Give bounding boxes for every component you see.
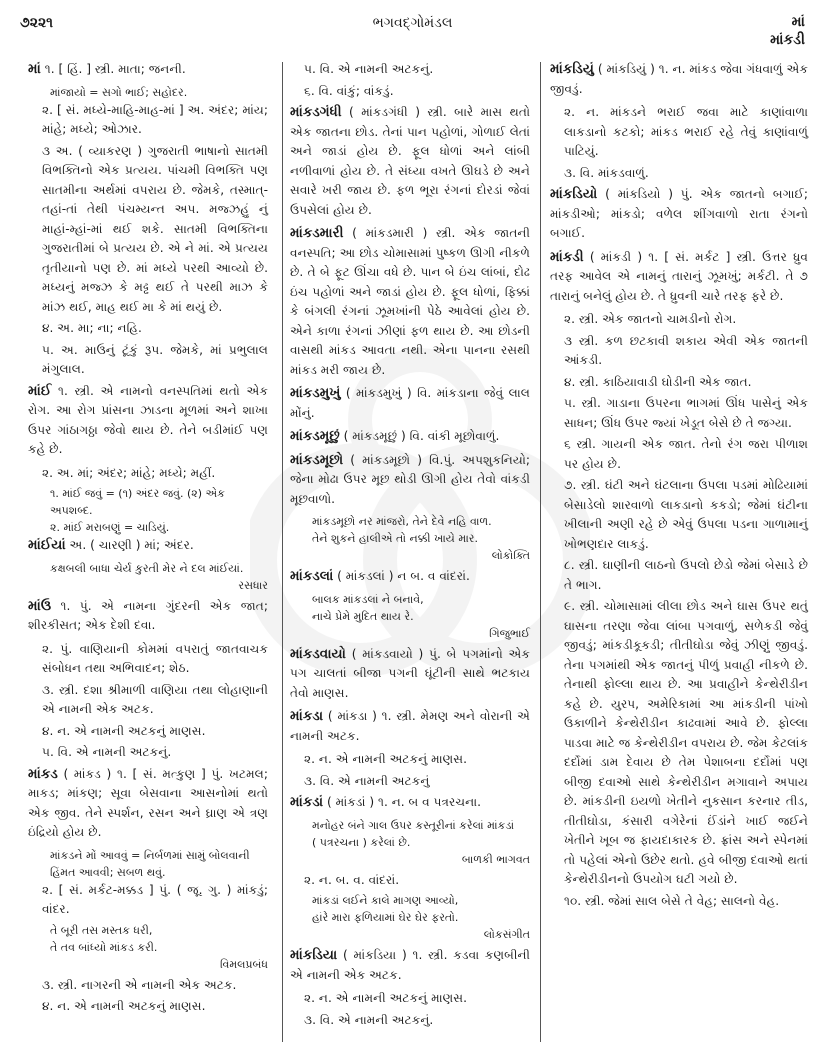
headword: માંકડ bbox=[28, 765, 58, 782]
entry-sense bbox=[42, 743, 268, 763]
definition-text: અ. ( ચારણી ) માં; અંદર. bbox=[69, 538, 194, 552]
headword: માંકડાં bbox=[290, 794, 324, 810]
dictionary-entry bbox=[550, 185, 808, 244]
entry-sense bbox=[42, 997, 268, 1017]
headword: માંઈ bbox=[28, 382, 52, 399]
book-title: ભગવદ્ગોમંડલ bbox=[372, 15, 453, 31]
usage-example: કક્ષબલી બાધા ચેર્ય કુરતી મેર ને દલ માંઈયાં. bbox=[50, 561, 244, 575]
definition-text: ૯. સ્ત્રી. ચોમાસામાં લીલા છોડ અને ઘાસ ઉપર થતું ઘાસના તરણા જેવા લાંબા પગવાળું, સળેકડી જેવું જીવડું; માંકડીકૂકડી; તીતીઘોડા જેવું ઝીણું જીવડું. તેના પગમાંથી એક જાતનું પીળું પ્રવાહી નીકળે છે. તેનાથી ફોલ્લા થાય છે. આ પ્રવાહીને કેન્થેરીડીન કહે છે. યુરપ, અમેરિકામાં આ માંકડીની પાંખો ઉકાળીને કેન્થેરીડીન કાઢવામાં આવે છે. ફોલ્લા પાડવા માટે જ કેન્થેરીડીન વપરાય છે. જેમ કેટલાંક દર્દોમાં ડામ દેવાય છે તેમ પેશાબના દર્દોમાં પણ બીજી દવાઓ સાથે કેન્થેરીડીન મગાવાને અપાય છે. માંકડીની ઇયળો ખેતીને નુકસાન કરનાર તીડ, તીતીઘોડા, કંસારી વગેરેનાં ઈંડાંને ખાઈ જઈને ખેતીને ખૂબ જ ફાયદાકારક છે. ફ્રાંસ અને સ્પેનમાં તો પહેલાં એનો ઉછેર થતો. હવે બીજી દવાઓ થતાં કેન્થેરીડીનનો ઉપયોગ ઘટી ગયો છે. bbox=[564, 599, 808, 886]
definition-text: ૬. વિ. વાંકું; વાંકડું. bbox=[304, 83, 394, 98]
definition-text: ( માંકડમૂછો ) વિ.પું. અપશુકનિયો; જેના મોઢા ઉપર મૂછ થોડી ઊગી હોય તેવો વાંકડી મૂછવાળો. bbox=[290, 452, 530, 506]
definition-text: ( માંકડગંધી ) સ્ત્રી. બારે માસ થતો એક જાતના છોડ. તેનાં પાન પહોળાં, ગોળાઈ લેતાં અને જાડાં હોય છે. ફૂલ ધોળાં અને લાંબી નળીવાળાં હોય છે. તે સંધ્યા વખતે ઊઘડે છે અને સવારે ખરી જાય છે. ફળ ભૂરા રંગનાં દોરડાં જેવાં ઉપસેલાં હોય છે. bbox=[290, 105, 530, 217]
definition-text: ૩. વિ. માંકડવાળું. bbox=[564, 165, 649, 180]
definition-text: ૧. પું. એ નામના ગુંદરની એક જાત; શીરકીસત; એક દેશી દવા. bbox=[28, 598, 268, 632]
dictionary-entry bbox=[28, 765, 268, 843]
definition-text: ( માંકડવાયો ) પું. બે પગમાંનો એક પગ ચાલતાં બીજા પગની ઘૂંટીની સાથે ભટકાય તેવો માણસ. bbox=[290, 646, 531, 700]
entry-sense bbox=[42, 319, 268, 339]
definition-text: ( માંકડિયો ) પું. એક જાતનો બગાઈ; માંકડીઓ; માંકડો; વળેલ શીંગવાળો રાતા રંગનો બગાઈ. bbox=[550, 187, 809, 240]
entry-sense bbox=[564, 597, 808, 890]
dictionary-entry bbox=[290, 224, 530, 380]
entry-sense bbox=[304, 750, 530, 770]
entry-sense bbox=[42, 881, 268, 920]
entry-sense bbox=[564, 373, 808, 393]
headword: માંકડમારી bbox=[290, 225, 344, 241]
dictionary-entry bbox=[290, 567, 530, 587]
dictionary-entry bbox=[290, 645, 530, 704]
entry-sense bbox=[564, 556, 808, 595]
headword: માંકડમૂછો bbox=[290, 451, 344, 468]
entry-sense bbox=[304, 871, 530, 891]
headword: માંકડા bbox=[290, 708, 324, 724]
entry-sense bbox=[564, 164, 808, 184]
headword: માંકડમુખું bbox=[290, 385, 341, 401]
definition-text: ૪. સ્ત્રી. કાઠિયાવાડી ઘોડીની એક જાત. bbox=[564, 374, 752, 389]
definition-text: ( માંકડ ) ૧. [ સં. મત્કુણ ] પું. ખટમલ; માકડ; માંકણ; સૂવા બેસવાના આસનોમાં થતો એક જીવ. તેને સ્પર્શન, રસન અને ઘ્રાણ એ ત્રણ ઇંદ્રિયો હોય છે. bbox=[28, 766, 268, 839]
definition-text: ૨. ન. માંકડને ભરાઈ જવા માટે કાણાંવાળા લાકડાનો કટકો; માંકડ ભરાઈ રહે તેવું કાણાંવાળું પાટિયું. bbox=[564, 105, 808, 158]
definition-text: ૩. સ્ત્રી. નાગરની એ નામની એક અટક. bbox=[42, 977, 237, 992]
entry-sense bbox=[564, 892, 808, 912]
entry-sense bbox=[42, 142, 268, 318]
definition-text: ( માંકડિયા ) ૧. સ્ત્રી. કડવા કણબીની એ નામની એક અટક. bbox=[290, 948, 531, 982]
dictionary-entry bbox=[28, 536, 268, 556]
definition-text: ૫. વિ. એ નામની અટકનું. bbox=[304, 62, 434, 76]
quote-source: વિમલપ્રબંધ bbox=[220, 957, 268, 971]
entry-sense bbox=[564, 476, 808, 554]
quote-verse-line: નાચે પ્રેમે મુદિત થાય રે. bbox=[312, 609, 414, 623]
headword: માં bbox=[28, 61, 41, 77]
headword: માંઈયાં bbox=[28, 537, 66, 553]
dictionary-entry bbox=[28, 60, 268, 80]
dictionary-entry bbox=[290, 427, 530, 447]
usage-example: માંકડને મોં આવવું = નિર્બળમાં સામું બોલવાની હિંમત આવવી; સબળ થવું. bbox=[50, 848, 250, 879]
quote-source: બાળકી ભાગવત bbox=[461, 852, 530, 866]
quote-verse-line: તેને શુકને હાલીએ તો નક્કી ખાયે માર. bbox=[312, 532, 478, 545]
definition-text: ૨. ન. એ નામની અટકનું માણસ. bbox=[304, 752, 468, 766]
definition-text: ૧૦. સ્ત્રી. જેમાં સાલ બેસે તે વેહ; સાલનો વેહ. bbox=[564, 893, 780, 908]
entry-sense bbox=[304, 1011, 530, 1031]
definition-text: ૫. અ. માઉનું ટૂંકું રૂપ. જેમકે, માં પ્રભુલાલ મંગુલાલ. bbox=[42, 342, 268, 376]
definition-text: ૨. પું. વાણિયાની કોમમાં વપરાતું જાતવાચક સંબોધન તથા અભિવાદન; શેઠ. bbox=[42, 641, 268, 675]
entry-sense bbox=[564, 310, 808, 330]
dictionary-entry bbox=[290, 384, 530, 423]
headword: માંકડલાં bbox=[290, 568, 334, 584]
definition-text: ૨. [ સં. મર્કટ-મક્કડ ] પું. ( જૂ. ગુ. ) માંકડું; વાંદર. bbox=[42, 882, 268, 916]
definition-text: ૨. સ્ત્રી. એક જાતનો ચામડીનો રોગ. bbox=[564, 312, 737, 326]
guide-word-first: માં bbox=[791, 14, 805, 30]
definition-text: ( માંકડમારી ) સ્ત્રી. એક જાતની વનસ્પતિ; આ છોડ ચોમાસામાં પુષ્કળ ઊગી નીકળે છે. તે બે ફૂટ ઊંચા વધે છે. પાન બે ઇંચ લાંબાં, દોઢ ઇંચ પહોળાં અને જાડાં હોય છે. ફૂલ ધોળાં, ફિક્કાં કે બંગલી રંગનાં ઝૂમખાંની પેઠે આવેલાં હોય છે. એને કાળા રંગનાં ઝીણાં ફળ થાય છે. આ છોડની વાસથી માંકડ આવતા નથી. એના પાનના રસથી માંકડ મરી જાય છે. bbox=[290, 226, 530, 377]
dictionary-entry bbox=[290, 103, 530, 220]
entry-sense bbox=[564, 332, 808, 371]
headword: માંકડી bbox=[550, 248, 584, 265]
definition-text: ૮. સ્ત્રી. ઘાણીની લાઠનો ઉપલો છેડો જેમાં બેસાડે છે તે ભાગ. bbox=[564, 558, 808, 592]
entry-sense bbox=[42, 976, 268, 996]
definition-text: ૬ સ્ત્રી. ગાયની એક જાત. તેનો રંગ જરા પીળાશ પર હોય છે. bbox=[564, 437, 808, 471]
guide-word-last: માંકડી bbox=[770, 32, 805, 48]
quote-verse-line: તે બૂરી તસ મસ્તક ધરી, bbox=[50, 923, 153, 937]
dictionary-entry bbox=[28, 382, 268, 460]
headword: માંકડગંધી bbox=[290, 104, 342, 120]
quote-verse-line: તે તવ બાંધ્યો માંકડ કરી. bbox=[50, 940, 158, 954]
definition-text: ૪. ન. એ નામની અટકનું માણસ. bbox=[42, 723, 206, 738]
column-3 bbox=[550, 60, 808, 1042]
definition-text: ( માંકડિયું ) ૧. ન. માંકડ જેવા ગંધવાળું એક જીવડું. bbox=[550, 62, 808, 96]
headword: માંકડવાયો bbox=[290, 645, 346, 662]
quote-source: રસધાર bbox=[238, 578, 268, 592]
quote-verse-line: હાંરે મારા ફળિયામાં ઘેર ઘેર ફરતો. bbox=[312, 911, 459, 924]
column-2 bbox=[290, 60, 530, 1042]
definition-text: ૧. [ હિં. ] સ્ત્રી. માતા; જનની. bbox=[44, 62, 186, 76]
column-divider bbox=[282, 62, 283, 1042]
entry-sense bbox=[42, 101, 268, 140]
entry-sense bbox=[42, 640, 268, 679]
column-1 bbox=[28, 60, 268, 1042]
dictionary-entry bbox=[550, 248, 808, 307]
column-divider bbox=[540, 62, 541, 1042]
definition-text: ૨. [ સં. મધ્યે-માહિ-માહ-માં ] અ. અંદર; માંય; માંહે; મધ્યે; ઓઝાર. bbox=[42, 102, 268, 136]
definition-text: ૨. ન. બ. વ. વાંદરાં. bbox=[304, 872, 400, 887]
definition-text: ૫. વિ. એ નામની અટકનું. bbox=[42, 745, 172, 759]
definition-text: ૨. ન. એ નામની અટકનું માણસ. bbox=[304, 991, 468, 1005]
definition-text: ૩. વિ. એ નામની અટકનું. bbox=[304, 1012, 434, 1027]
entry-sense bbox=[564, 394, 808, 433]
headword: માંકડિયું bbox=[550, 61, 594, 77]
definition-text: ૨. અ. માં; અંદર; માંહે; મધ્યે; મહીં. bbox=[42, 465, 216, 480]
page-number: ૭૨૨૧ bbox=[20, 15, 54, 31]
entry-sense bbox=[304, 82, 530, 102]
entry-sense bbox=[42, 341, 268, 380]
entry-sense bbox=[42, 722, 268, 742]
headword: માંકડમૂછું bbox=[290, 428, 340, 444]
dictionary-entry bbox=[550, 60, 808, 99]
definition-text: ( માંકડમુખું ) વિ. માંકડાના જેવું લાલ મોંનું. bbox=[290, 386, 531, 420]
entry-sense bbox=[564, 435, 808, 474]
definition-text: ( માંકડી ) ૧. [ સં. મર્કટ ] સ્ત્રી. ઉત્તર ધ્રુવ તરફ આવેલ એ નામનું તારાનું ઝૂમખું; મર્કટી. તે ૭ તારાનું બનેલું હોય છે. તે ધ્રુવની ચારે તરફ ફરે છે. bbox=[550, 249, 809, 303]
quote-verse-line: મનોહર બંને ગાલ ઉપર કસ્તૂરીનાં કરેલાં માંકડાં bbox=[312, 818, 515, 832]
idiom-sub-entry: ૨. માંઈ મરાબણું = ચાડિયું. bbox=[50, 521, 170, 534]
dictionary-entry bbox=[28, 597, 268, 636]
entry-sense bbox=[42, 681, 268, 720]
entry-sense bbox=[564, 103, 808, 162]
quote-verse-line: ( પત્રરચના ) કરેલાં છે. bbox=[312, 835, 411, 849]
definition-text: ૧. સ્ત્રી. એ નામનો વનસ્પતિમાં થતો એક રોગ. આ રોગ પ્રાંસના ઝાડના મૂળમાં અને શાખા ઉપર ગાંઠાગઠ્ઠા જેવો થાય છે. તેને બડીમાંઈ પણ કહે છે. bbox=[28, 383, 268, 456]
definition-text: ૩. વિ. એ નામની અટકનું bbox=[304, 773, 430, 788]
dictionary-entry bbox=[290, 451, 530, 510]
definition-text: ૩ સ્ત્રી. કળ છટકાવી શકાય એવી એક જાતની આંકડી. bbox=[564, 333, 808, 367]
entry-sense bbox=[42, 464, 268, 484]
quote-verse-line: માંકડમૂછો નર માંજરો, તેને દેવે નહિ વાળ. bbox=[312, 515, 492, 528]
definition-text: ( માંકડા ) ૧. સ્ત્રી. મેમણ અને વોરાની એ નામની અટક. bbox=[290, 709, 531, 743]
definition-text: ૭. સ્ત્રી. ઘંટી અને ઘંટલાના ઉપલા પડમાં મોઢિયામાં બેસાડેલો શારવાળો લાકડાનો કકડો; જેમાં ઘંટીના ખીલાની અણી રહે છે એવું ઉપલા પડના ગાળામાનું ખોભણદાર લાકડું. bbox=[564, 478, 808, 551]
headword: માંકડિયા bbox=[290, 947, 338, 963]
idiom-sub-entry: ૧. માંઈ જવું = (૧) અંદર જવું. (૨) એક અપશબ્દ. bbox=[50, 487, 225, 517]
quote-source: લોકોક્તિ bbox=[491, 549, 530, 562]
entry-sense bbox=[304, 989, 530, 1009]
headword: માંઉ bbox=[28, 597, 52, 614]
quote-source: ગિજુભાઈ bbox=[489, 626, 530, 640]
page-header bbox=[0, 0, 825, 52]
quote-verse-line: બાલક માંકડલાં ને બનાવે, bbox=[312, 592, 424, 606]
definition-text: ( માંકડલાં ) ન બ. વ વાંદરાં. bbox=[337, 569, 470, 583]
usage-example: માંજાયો = સગો ભાઈ; સહોદર. bbox=[50, 85, 188, 99]
definition-text: ૪. અ. મા; ના; નહિ. bbox=[42, 321, 142, 335]
definition-text: ૪. ન. એ નામની અટકનું માણસ. bbox=[42, 999, 206, 1013]
dictionary-entry bbox=[290, 707, 530, 746]
dictionary-entry bbox=[290, 793, 530, 813]
definition-text: ૫. સ્ત્રી. ગાડાના ઉપરના ભાગમાં ઊંધ પાસેનું એક સાધન; ઊંધ ઉપર જ્યાં ખેડૂત બેસે છે તે જગ્યા. bbox=[564, 396, 808, 430]
definition-text: ( માંકડાં ) ૧. ન. બ વ પત્રરચના. bbox=[326, 795, 482, 809]
quote-source: લોકસંગીત bbox=[483, 928, 530, 941]
quote-verse-line: માંકડાં લઈને કાલે માગણ આવ્યો, bbox=[312, 894, 459, 907]
definition-text: ૩. સ્ત્રી. દશા શ્રીમાળી વાણિયા તથા લોહાણાની એ નામની એક અટક. bbox=[42, 682, 268, 716]
entry-sense bbox=[304, 772, 530, 792]
definition-text: ( માંકડમૂછું ) વિ. વાંકી મૂછોવાળું. bbox=[343, 429, 500, 443]
entry-sense bbox=[304, 60, 530, 80]
definition-text: ૩ અ. ( વ્યાકરણ ) ગુજરાતી ભાષાનો સાતમી વિભક્તિનો એક પ્રત્યય. પાંચમી વિભક્તિ પણ સાતમીના અર્થમાં વપરાય છે. જેમકે, તસ્માત્-તહાં-તાં તેથી પંચમ્યન્ત અપ. મજ્ઝહું નું માહાં-મ્હાં-માં થઈ શકે. સાતમી વિભક્તિના ગુજરાતીમાં બે પ્રત્યય છે. એ ને માં. એ પ્રત્યય તૃતીયાનો પણ છે. માં મધ્યે પરથી આવ્યો છે. મધ્યનું મજ્ઝ કે મઢ્ઢ થઈ તે પરથી માઝ કે માંઝ થઈ, માહ થઈ મા કે માં થયું છે. bbox=[42, 143, 268, 314]
dictionary-entry bbox=[290, 946, 530, 985]
headword: માંકડિયો bbox=[550, 186, 598, 202]
